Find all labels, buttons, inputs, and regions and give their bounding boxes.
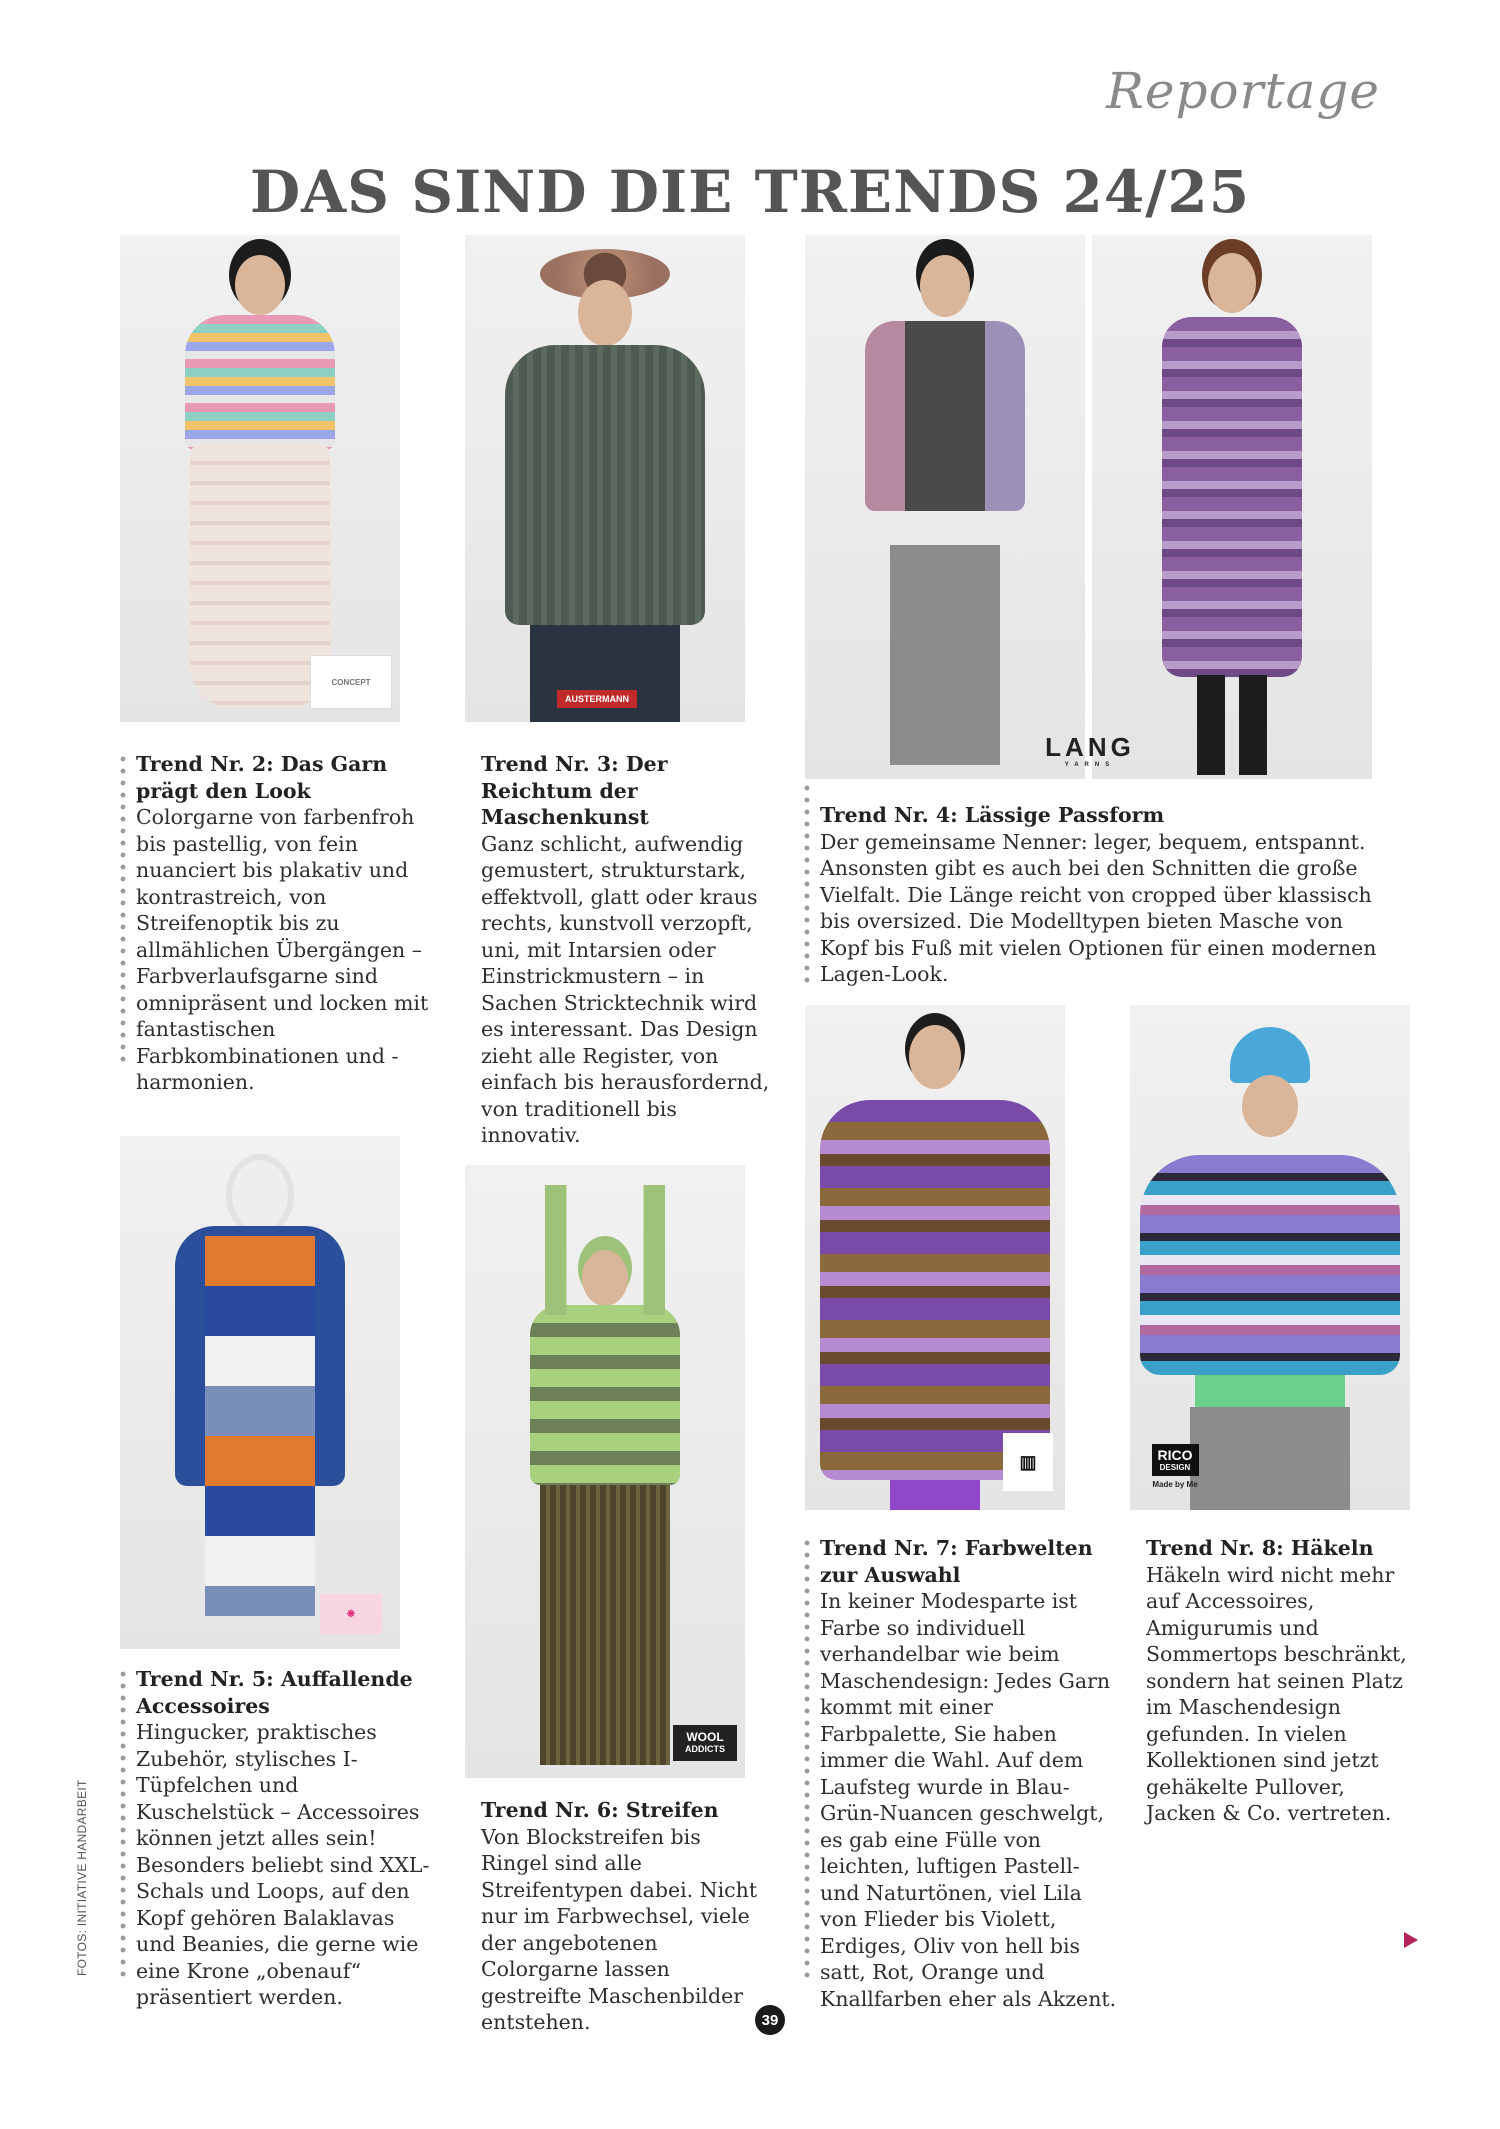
page-number: 39	[755, 2005, 785, 2035]
section-label: Reportage	[1106, 62, 1380, 120]
rico-logo-text: RICO	[1157, 1446, 1193, 1463]
striped-sweater	[820, 1100, 1050, 1480]
austermann-logo	[557, 690, 637, 708]
brand-logo-badge: ▥	[1003, 1433, 1053, 1491]
trend-5-text	[118, 1666, 436, 2009]
trend-8-body: Häkeln wird nicht mehr auf Accessoires, Amigurumis und Sommertops beschränkt, sondern hat seinen Platz im Maschendesign gefunden. In vielen Kollektionen sind jetzt gehäkelte Pullover, Jacken & Co. vertreten.	[1146, 1562, 1407, 1825]
cable-sweater	[505, 345, 705, 625]
lang-logo	[1045, 732, 1135, 772]
balaclava	[226, 1154, 294, 1236]
wide-trousers	[890, 545, 1000, 765]
trend-6-body: Von Blockstreifen bis Ringel sind alle Streifentypen dabei. Nicht nur im Farbwechsel, viele der angebotenen Colorgarne lassen gestreifte Maschenbilder entstehen.	[481, 1824, 758, 2034]
wool-logo-text: WOOL	[686, 1730, 724, 1744]
trend-3-text	[463, 751, 771, 1149]
boots	[1197, 675, 1267, 775]
trend-8-title: Trend Nr. 8: Häkeln	[1146, 1536, 1374, 1560]
xxl-scarf	[205, 1236, 315, 1616]
tulle-skirt	[190, 445, 330, 707]
model-head	[578, 280, 632, 346]
model-head	[920, 255, 970, 317]
rico-tagline: Made by Me	[1152, 1479, 1198, 1489]
trend-2-title: Trend Nr. 2: Das Garn prägt den Look	[136, 752, 388, 803]
photo-credit: FOTOS: INITIATIVE HANDARBEIT	[75, 1779, 89, 1976]
striped-sweater	[185, 315, 335, 450]
model-head	[909, 1025, 961, 1089]
green-top	[1195, 1375, 1345, 1407]
model-head	[1242, 1075, 1298, 1137]
model-head	[235, 255, 285, 315]
trend-4-text	[802, 780, 1390, 988]
striped-sweater	[530, 1305, 680, 1485]
austermann-logo-text: AUSTERMANN	[565, 694, 629, 704]
trend-5-title: Trend Nr. 5: Auffallende Accessoires	[136, 1667, 413, 1718]
trend-2-body: Colorgarne von farbenfroh bis pastellig, von fein nuanciert bis plakativ und kontrastreich, von Streifenoptik bis zu allmählichen Übergängen – Farbverlaufsgarne sind omnipräsent und locken mit fantastischen Farbkombinationen und -harmonien.	[136, 805, 429, 1094]
rico-logo-box	[1152, 1444, 1199, 1476]
photo-trend-7	[805, 1005, 1065, 1510]
purple-trousers	[890, 1480, 980, 1510]
trend-4-body: Der gemeinsame Nenner: leger, bequem, entspannt. Ansonsten gibt es auch bei den Schnitten die große Vielfalt. Die Länge reicht von cropped über klassisch bis oversized. Die Modelltypen bieten Masche von Kopf bis Fuß mit vielen Optionen für einen modernen Lagen-Look.	[820, 829, 1377, 986]
wool-addicts-logo	[673, 1725, 737, 1761]
trend-4-title: Trend Nr. 4: Lässige Passform	[820, 803, 1165, 827]
trend-8-text	[1128, 1535, 1416, 1827]
concept-logo-text: CONCEPT	[331, 677, 371, 687]
concept-logo	[310, 655, 392, 709]
model-head	[1208, 253, 1256, 313]
photo-trend-2	[120, 235, 400, 722]
raised-arms	[545, 1185, 665, 1315]
photo-trend-3	[465, 235, 745, 722]
lang-logo-sub: YARNS	[1064, 762, 1116, 768]
jeans	[1190, 1407, 1350, 1510]
trend-3-title: Trend Nr. 3: Der Reichtum der Maschenkunst	[481, 752, 668, 829]
velvet-trousers	[540, 1485, 670, 1765]
addicts-logo-text: ADDICTS	[685, 1744, 725, 1754]
photo-trend-4-left	[805, 235, 1085, 779]
trend-2-text	[118, 751, 436, 1094]
trend-6-title: Trend Nr. 6: Streifen	[481, 1798, 719, 1822]
rico-logo	[1142, 1430, 1208, 1502]
rico-design-text: DESIGN	[1159, 1462, 1191, 1472]
trend-7-body: In keiner Modesparte ist Farbe so individuell verhandelbar wie beim Maschendesign: Jedes Garn kommt mit einer Farbpalette, Sie haben immer die Wahl. Auf dem Laufsteg wurde in Blau-Grün-Nuancen geschwelgt, es gab eine Fülle von leichten, luftigen Pastell- und Naturtönen, viel Lila von Flieder bis Violett, Erdiges, Oliv von hell bis satt, Rot, Orange und Knallfarben eher als Akzent.	[820, 1589, 1117, 2011]
cardigan	[865, 321, 1025, 511]
photo-trend-8	[1130, 1005, 1410, 1510]
page-title: DAS SIND DIE TRENDS 24/25	[249, 158, 1251, 226]
photo-trend-4-right	[1092, 235, 1372, 779]
photo-trend-6	[465, 1165, 745, 1778]
trend-7-text	[802, 1535, 1120, 2011]
striped-crochet-sweater	[1140, 1155, 1400, 1375]
trend-6-text	[463, 1797, 771, 2036]
trend-3-body: Ganz schlicht, aufwendig gemustert, strukturstark, effektvoll, glatt oder kraus rechts, kunstvoll verzopft, uni, mit Intarsien oder Einstrickmustern – in Sachen Stricktechnik wird es interessant. Das Design zieht alle Register, von einfach bis herausfordernd, von traditionell bis innovativ.	[481, 831, 770, 1147]
photo-trend-5	[120, 1136, 400, 1649]
purple-knit-dress	[1162, 317, 1302, 677]
lang-logo-text: LANG	[1045, 732, 1135, 762]
trend-7-title: Trend Nr. 7: Farbwelten zur Auswahl	[820, 1536, 1093, 1587]
continue-arrow-icon	[1404, 1932, 1418, 1948]
trend-5-body: Hingucker, praktisches Zubehör, stylisches I-Tüpfelchen und Kuschelstück – Accessoires können jetzt alles sein! Besonders beliebt sind XXL-Schals und Loops, auf den Kopf gehören Balaklavas und Beanies, die gerne wie eine Krone „obenauf“ präsentiert werden.	[136, 1720, 430, 2009]
wool-logo-badge: ❋	[320, 1594, 382, 1634]
